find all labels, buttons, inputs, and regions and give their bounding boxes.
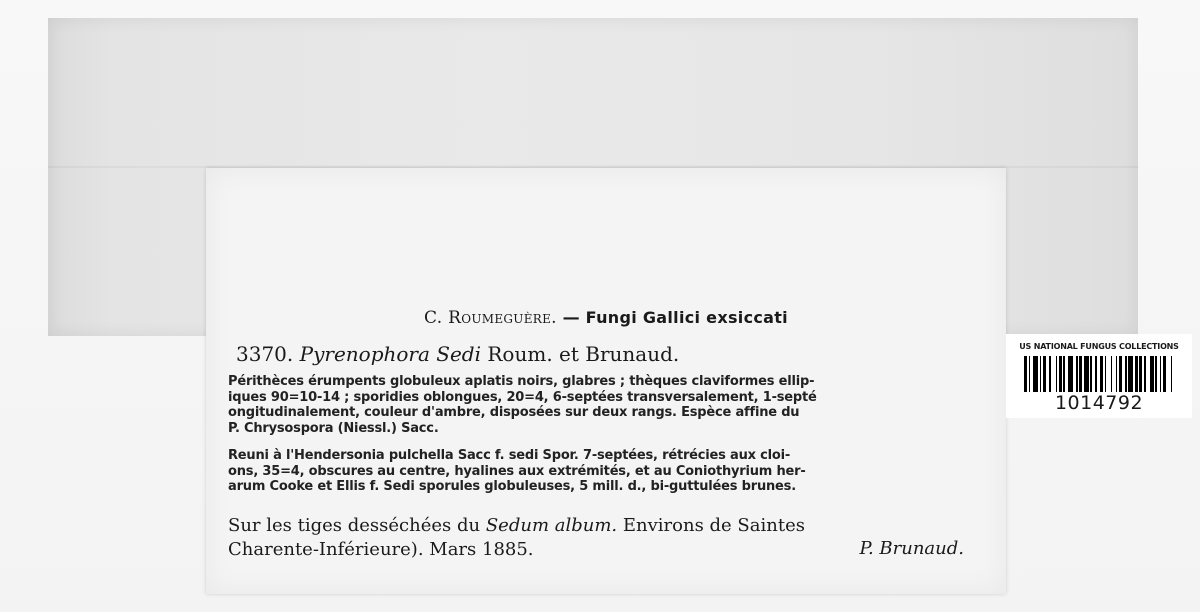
heading-dash: — bbox=[562, 308, 580, 328]
barcode-space bbox=[1172, 356, 1175, 392]
series-author: C. Roumeguère. bbox=[424, 308, 557, 328]
description-line: Périthèces érumpents globuleux aplatis noirs, glabres ; thèques claviformes ellip- bbox=[228, 374, 815, 389]
host-plant: Sedum album. bbox=[485, 515, 618, 536]
collection-name: US NATIONAL FUNGUS COLLECTIONS bbox=[1019, 342, 1179, 351]
series-title: Fungi Gallici exsiccati bbox=[585, 308, 788, 327]
label-heading bbox=[206, 308, 1006, 328]
catalog-number: 1014792 bbox=[1054, 392, 1144, 414]
description-line: ons, 35=4, obscures au centre, hyalines aux extrémités, et au Coniothyrium her- bbox=[228, 463, 806, 479]
description-line: ongitudinalement, couleur d'ambre, disposées sur deux rangs. Espèce affine du bbox=[228, 405, 800, 420]
species-authority: Roum. et Brunaud. bbox=[487, 342, 680, 366]
locality-line-2: Charente-Inférieure). Mars 1885. bbox=[228, 539, 534, 560]
description-line: arum Cooke et Ellis f. Sedi sporules globuleuses, 5 mill. d., bi-guttulées brunes. bbox=[228, 479, 796, 494]
description-paragraph-2 bbox=[228, 448, 988, 495]
locality-suffix: Environs de Saintes bbox=[622, 515, 805, 536]
description-line: P. Chrysospora (Niessl.) Sacc. bbox=[228, 420, 439, 436]
barcode bbox=[1024, 356, 1176, 392]
collector-name: P. Brunaud. bbox=[859, 538, 964, 559]
description-line: Reuni à l'Hendersonia pulchella Sacc f. sedi Spor. 7-septées, rétrécies aux cloi- bbox=[228, 448, 791, 463]
exsiccata-label bbox=[206, 168, 1006, 594]
specimen-entry bbox=[236, 342, 996, 366]
exsiccata-number: 3370. bbox=[236, 342, 294, 366]
barcode-tag bbox=[1006, 334, 1192, 418]
locality-prefix: Sur les tiges desséchées du bbox=[228, 515, 481, 536]
species-name: Pyrenophora Sedi bbox=[299, 342, 482, 366]
description-line: iques 90=10-14 ; sporidies oblongues, 20=4, 6-septées transversalement, 1-septé bbox=[228, 389, 817, 405]
description-paragraph-1 bbox=[228, 374, 988, 436]
